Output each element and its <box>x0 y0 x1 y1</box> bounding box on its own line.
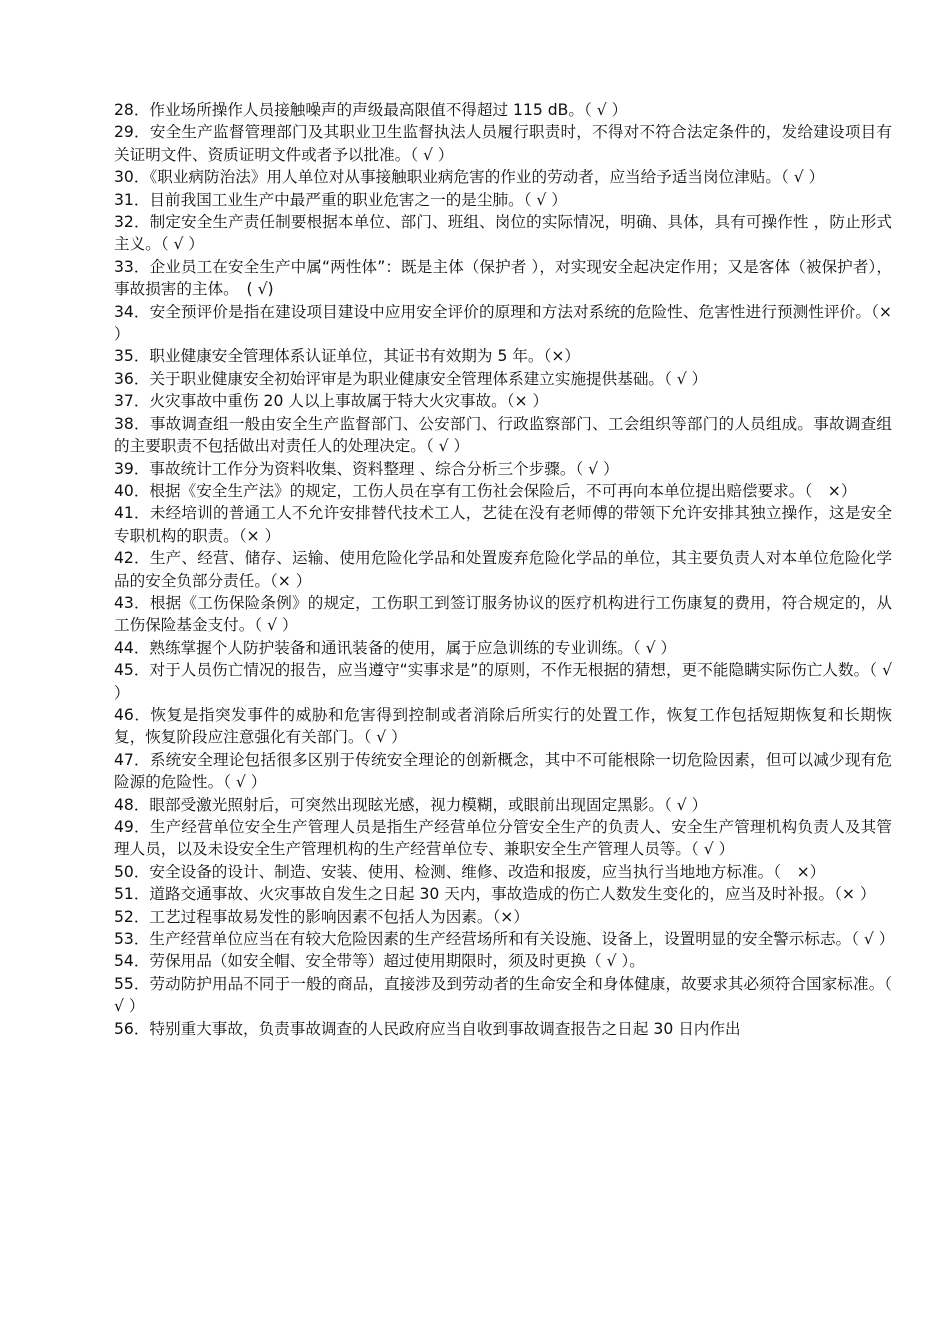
question-item: 49．生产经营单位安全生产管理人员是指生产经营单位分管安全生产的负责人、安全生产管理机构负责人及其管理人员，以及未设安全生产管理机构的生产经营单位专、兼职安全生产管理人员等。（ √ ） <box>114 818 892 859</box>
question-item: 38．事故调查组一般由安全生产监督部门、公安部门、行政监察部门、工会组织等部门的人员组成。事故调查组的主要职责不包括做出对责任人的处理决定。（ √ ） <box>114 414 892 456</box>
question-item: 33．企业员工在安全生产中属“两性体”：既是主体（保护者 ），对实现安全起决定作用；又是客体（被保护者），事故损害的主体。 ( √) <box>114 257 892 299</box>
question-item: 54．劳保用品（如安全帽、安全带等）超过使用期限时，须及时更换（ √ ）。 <box>114 952 645 971</box>
question-item: 52．工艺过程事故易发性的影响因素不包括人为因素。（×） <box>114 907 529 926</box>
question-item: 35．职业健康安全管理体系认证单位，其证书有效期为 5 年。（×） <box>114 347 580 366</box>
question-item: 42．生产、经营、储存、运输、使用危险化学品和处置废弃危险化学品的单位，其主要负责人对本单位危险化学品的安全负部分责任。（× ） <box>114 549 892 590</box>
question-item: 50．安全设备的设计、制造、安装、使用、检测、维修、改造和报废，应当执行当地地方标准。（ ×） <box>114 862 826 881</box>
question-item: 37．火灾事故中重伤 20 人以上事故属于特大火灾事故。（× ） <box>114 392 549 411</box>
question-item: 31．目前我国工业生产中最严重的职业危害之一的是尘肺。（ √ ） <box>114 190 567 209</box>
question-item: 36．关于职业健康安全初始评审是为职业健康安全管理体系建立实施提供基础。（ √ ） <box>114 369 708 388</box>
question-item: 48．眼部受激光照射后，可突然出现眩光感，视力模糊，或眼前出现固定黑影。（ √ ） <box>114 795 708 814</box>
question-item: 55．劳动防护用品不同于一般的商品，直接涉及到劳动者的生命安全和身体健康，故要求其必须符合国家标准。（ √ ） <box>114 974 892 1016</box>
question-item: 44．熟练掌握个人防护装备和通讯装备的使用，属于应急训练的专业训练。（ √ ） <box>114 638 677 657</box>
question-item: 34．安全预评价是指在建设项目建设中应用安全评价的原理和方法对系统的危险性、危害性进行预测性评价。（× ） <box>114 302 892 344</box>
question-item: 32．制定安全生产责任制要根据本单位、部门、班组、岗位的实际情况，明确、具体，具有可操作性 ，防止形式主义。（ √ ） <box>114 213 892 254</box>
question-item: 40．根据《安全生产法》的规定，工伤人员在享有工伤社会保险后，不可再向本单位提出赔偿要求。（ ×） <box>114 481 857 500</box>
question-item: 46．恢复是指突发事件的威胁和危害得到控制或者消除后所实行的处置工作，恢复工作包括短期恢复和长期恢复，恢复阶段应注意强化有关部门。（ √ ） <box>114 705 892 747</box>
question-item: 47．系统安全理论包括很多区别于传统安全理论的创新概念，其中不可能根除一切危险因素，但可以减少现有危险源的危险性。（ √ ） <box>114 750 892 792</box>
question-item: 51．道路交通事故、火灾事故自发生之日起 30 天内，事故造成的伤亡人数发生变化的，应当及时补报。（× ） <box>114 885 876 904</box>
question-item: 29．安全生产监督管理部门及其职业卫生监督执法人员履行职责时，不得对不符合法定条件的，发给建设项目有关证明文件、资质证明文件或者予以批准。（ √ ） <box>114 123 892 164</box>
question-item: 41．未经培训的普通工人不允许安排替代技术工人，艺徒在没有老师傅的带领下允许安排其独立操作，这是安全专职机构的职责。（× ） <box>114 504 892 545</box>
question-item: 45．对于人员伤亡情况的报告，应当遵守“实事求是”的原则，不作无根据的猜想，更不能隐瞒实际伤亡人数。（ √ ） <box>114 661 892 702</box>
question-item: 28．作业场所操作人员接触噪声的声级最高限值不得超过 115 dB。（ √ ） <box>114 101 628 119</box>
question-item: 39．事故统计工作分为资料收集、资料整理 、综合分析三个步骤。（ √ ） <box>114 459 619 478</box>
question-item: 56．特别重大事故，负责事故调查的人民政府应当自收到事故调查报告之日起 30 日内作出 <box>114 1019 741 1038</box>
question-item: 30．《职业病防治法》用人单位对从事接触职业病危害的作业的劳动者，应当给予适当岗位津贴。（ √ ） <box>114 168 825 187</box>
question-item: 53．生产经营单位应当在有较大危险因素的生产经营场所和有关设施、设备上，设置明显的安全警示标志。（ √ ） <box>114 930 895 949</box>
question-list <box>114 99 895 1040</box>
question-item: 43．根据《工伤保险条例》的规定，工伤职工到签订服务协议的医疗机构进行工伤康复的费用，符合规定的，从工伤保险基金支付。（ √ ） <box>114 593 892 635</box>
